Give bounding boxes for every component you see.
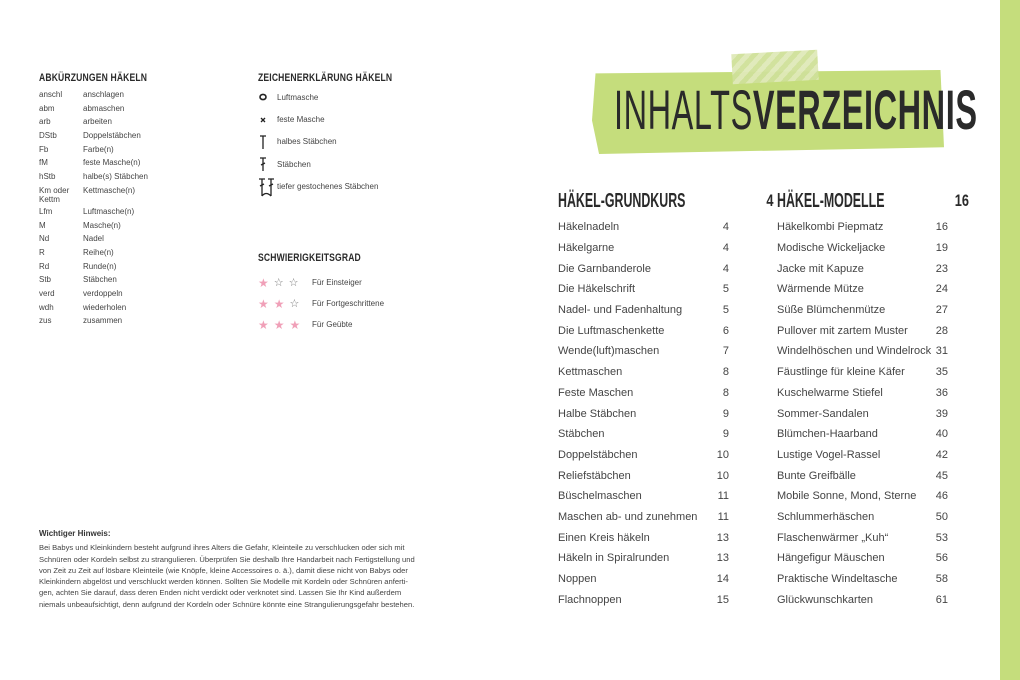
toc-entry-title: Feste Maschen xyxy=(558,386,634,399)
toc-entry-title: Häkelnadeln xyxy=(558,221,620,234)
abbreviation-row xyxy=(39,303,229,317)
difficulty-row xyxy=(258,293,498,314)
toc-entry[interactable] xyxy=(558,403,729,424)
symbol-label: Luftmasche xyxy=(277,92,319,102)
abbreviation-meaning: wiederholen xyxy=(83,302,127,312)
toc-entry-page: 56 xyxy=(935,552,948,565)
toc-entry-title: Praktische Windeltasche xyxy=(777,573,898,586)
toc-entry[interactable] xyxy=(777,548,948,569)
toc-entry-title: Flachnoppen xyxy=(558,593,622,606)
symbols-section xyxy=(258,72,498,198)
toc-entry-page: 15 xyxy=(716,593,729,606)
toc-entry-page: 7 xyxy=(722,345,729,358)
symbol-label: tiefer gestochenes Stäbchen xyxy=(277,182,379,192)
toc-entry-title: Blümchen-Haarband xyxy=(777,428,878,441)
symbol-label: halbes Stäbchen xyxy=(277,137,337,147)
safety-note xyxy=(39,528,459,610)
toc-entry-page: 27 xyxy=(935,304,948,317)
toc-entry-title: Flaschenwärmer „Kuh“ xyxy=(777,531,889,544)
toc-entry-page: 9 xyxy=(722,407,729,420)
toc-entry[interactable] xyxy=(777,465,948,486)
abbreviation-key: wdh xyxy=(39,302,54,312)
toc-entry-page: 31 xyxy=(935,345,948,358)
toc-entry-page: 10 xyxy=(716,448,729,461)
toc-entry-page: 42 xyxy=(935,448,948,461)
toc-entry-title: Häkeln in Spiralrunden xyxy=(558,552,670,565)
toc-entry[interactable] xyxy=(777,445,948,466)
toc-entry[interactable] xyxy=(777,527,948,548)
toc-entry-page: 23 xyxy=(935,262,948,275)
star-empty-icon: ☆ xyxy=(289,297,300,310)
star-filled-icon: ★ xyxy=(258,296,269,311)
abbreviation-key: fM xyxy=(39,158,48,168)
abbreviation-meaning: halbe(s) Stäbchen xyxy=(83,172,148,182)
toc-entry[interactable] xyxy=(777,258,948,279)
difficulty-list xyxy=(258,272,498,335)
toc-entry-title: Pullover mit zartem Muster xyxy=(777,324,908,337)
toc-entry-title: Fäustlinge für kleine Käfer xyxy=(777,366,905,379)
abbreviation-meaning: Runde(n) xyxy=(83,261,117,271)
toc-entry-title: Häkelgarne xyxy=(558,242,615,255)
symbol-row-chain xyxy=(258,86,498,108)
toc-entry-title: Modische Wickeljacke xyxy=(777,242,886,255)
toc-entry-title: Die Häkelschrift xyxy=(558,283,636,296)
toc-entry-title: Häkelkombi Piepmatz xyxy=(777,221,884,234)
toc-entry-title: Reliefstäbchen xyxy=(558,469,631,482)
toc-entry[interactable] xyxy=(777,341,948,362)
difficulty-label: Für Fortgeschrittene xyxy=(312,299,385,308)
star-filled-icon: ★ xyxy=(273,317,285,332)
spike-double-crochet-icon xyxy=(258,177,277,197)
abbreviation-key: abm xyxy=(39,103,55,113)
toc-entry[interactable] xyxy=(777,383,948,404)
toc-entry[interactable] xyxy=(777,403,948,424)
toc-entry-title: Nadel- und Fadenhaltung xyxy=(558,304,683,317)
symbols-title: ZEICHENERKLÄRUNG HÄKELN xyxy=(258,72,393,84)
toc-entry[interactable] xyxy=(777,320,948,341)
abbreviation-meaning: Reihe(n) xyxy=(83,247,114,257)
toc-entry[interactable] xyxy=(558,445,729,466)
toc-entry[interactable] xyxy=(777,589,948,610)
toc-entry-page: 46 xyxy=(935,490,948,503)
toc-entry-page: 10 xyxy=(716,469,729,482)
side-color-stripe xyxy=(1000,0,1020,680)
toc-entry-title: Einen Kreis häkeln xyxy=(558,531,650,544)
toc-entry-page: 40 xyxy=(935,428,948,441)
symbol-row-single-crochet xyxy=(258,108,498,130)
difficulty-row xyxy=(258,314,498,335)
toc-entry-title: Windelhöschen und Windelrock xyxy=(777,345,932,358)
abbreviation-row xyxy=(39,131,229,145)
toc-entry-page: 5 xyxy=(722,304,729,317)
toc-entry[interactable] xyxy=(777,300,948,321)
toc-entry-page: 35 xyxy=(935,366,948,379)
abbreviation-key: Fb xyxy=(39,144,49,154)
toc-entry[interactable] xyxy=(558,300,729,321)
toc-entry[interactable] xyxy=(777,238,948,259)
toc-entry[interactable] xyxy=(777,569,948,590)
toc-entry[interactable] xyxy=(558,320,729,341)
toc-entry-page: 9 xyxy=(722,428,729,441)
symbol-label: Stäbchen xyxy=(277,159,311,169)
difficulty-stars xyxy=(258,319,312,331)
toc-entry-title: Hängefigur Mäuschen xyxy=(777,552,885,565)
note-title: Wichtiger Hinweis: xyxy=(39,529,111,538)
difficulty-section xyxy=(258,252,498,335)
toc-entry-page: 24 xyxy=(935,283,948,296)
abbreviation-row xyxy=(39,275,229,289)
difficulty-row xyxy=(258,272,498,293)
toc-entry[interactable] xyxy=(558,341,729,362)
contents-banner xyxy=(592,66,978,154)
toc-entry-title: Sommer-Sandalen xyxy=(777,407,869,420)
abbreviation-key: M xyxy=(39,220,46,230)
toc-entry-page: 45 xyxy=(935,469,948,482)
toc-entry-page: 13 xyxy=(716,531,729,544)
abbreviation-meaning: anschlagen xyxy=(83,90,124,99)
abbreviations-title: ABKÜRZUNGEN HÄKELN xyxy=(39,72,148,84)
toc-entry-page: 61 xyxy=(935,593,948,606)
toc-entry-page: 14 xyxy=(716,573,729,586)
toc-entry-page: 8 xyxy=(722,366,729,379)
abbreviation-row xyxy=(39,117,229,131)
abbreviation-row xyxy=(39,145,229,159)
toc-entry[interactable] xyxy=(777,424,948,445)
symbol-row-half-double xyxy=(258,131,498,153)
symbol-row-spike-double xyxy=(258,176,498,198)
abbreviation-key: DStb xyxy=(39,131,57,141)
abbreviation-meaning: Luftmasche(n) xyxy=(83,206,135,216)
abbreviation-row xyxy=(39,158,229,172)
note-line: gen, achten Sie darauf, dass deren Enden nicht verdickt oder verknotet sind. Lassen Sie Ihr Kind außerdem xyxy=(39,588,402,598)
abbreviation-key: zus xyxy=(39,316,52,326)
toc-heading[interactable] xyxy=(558,189,774,212)
toc-entry-title: Doppelstäbchen xyxy=(558,448,638,461)
toc-entry[interactable] xyxy=(558,258,729,279)
toc-entry-title: Die Luftmaschenkette xyxy=(558,324,665,337)
toc-list xyxy=(777,217,948,610)
toc-entry-page: 28 xyxy=(935,324,948,337)
abbreviation-meaning: feste Masche(n) xyxy=(83,158,141,168)
toc-heading-title: HÄKEL-GRUNDKURS xyxy=(558,189,686,212)
abbreviation-row xyxy=(39,207,229,221)
toc-entry[interactable] xyxy=(777,362,948,383)
toc-entry[interactable] xyxy=(558,486,729,507)
star-empty-icon: ☆ xyxy=(288,276,299,289)
abbreviation-meaning: Nadel xyxy=(83,234,104,244)
toc-entry-page: 11 xyxy=(717,490,729,503)
toc-entry-title: Wärmende Mütze xyxy=(777,283,864,296)
toc-heading-page: 4 xyxy=(765,191,774,210)
toc-models xyxy=(777,189,970,610)
abbreviation-meaning: Kettmasche(n) xyxy=(83,185,136,195)
star-filled-icon: ★ xyxy=(258,275,269,290)
toc-entry[interactable] xyxy=(777,279,948,300)
toc-entry[interactable] xyxy=(558,527,729,548)
toc-entry[interactable] xyxy=(558,589,729,610)
abbreviation-meaning: arbeiten xyxy=(83,117,112,127)
toc-entry-title: Schlummerhäschen xyxy=(777,510,875,523)
toc-entry-page: 11 xyxy=(717,510,729,523)
toc-entry-title: Mobile Sonne, Mond, Sterne xyxy=(777,490,917,503)
toc-entry-title: Halbe Stäbchen xyxy=(558,407,637,420)
star-filled-icon: ★ xyxy=(273,296,285,311)
note-line: von Zeit zu Zeit auf lösbare Kleinteile (wie Knöpfe, kleine Accessoires o. ä.), damit diese nicht von Babys oder xyxy=(39,565,408,575)
toc-entry-page: 4 xyxy=(722,242,729,255)
abbreviation-row xyxy=(39,221,229,235)
toc-entry[interactable] xyxy=(558,362,729,383)
abbreviation-row xyxy=(39,186,229,207)
toc-entry[interactable] xyxy=(558,507,729,528)
abbreviation-meaning: Stäbchen xyxy=(83,275,117,285)
symbol-label: feste Masche xyxy=(277,115,325,125)
toc-entry-page: 39 xyxy=(935,407,948,420)
toc-entry-page: 13 xyxy=(716,552,729,565)
abbreviation-row xyxy=(39,172,229,186)
toc-entry[interactable] xyxy=(558,424,729,445)
toc-entry-page: 19 xyxy=(935,242,948,255)
toc-entry-title: Stäbchen xyxy=(558,428,605,441)
abbreviation-key: Rd xyxy=(39,261,50,271)
banner-title-thin: INHALTS xyxy=(614,78,753,141)
toc-basics xyxy=(558,189,774,610)
note-line: Kleinkindern abgelöst und verschluckt werden können. Sollten Sie Modelle mit Kordeln oder Schnüren anferti- xyxy=(39,577,408,587)
toc-entry-page: 5 xyxy=(722,283,729,296)
toc-entry-title: Noppen xyxy=(558,573,597,586)
abbreviation-meaning: Doppelstäbchen xyxy=(83,131,141,141)
toc-entry[interactable] xyxy=(558,548,729,569)
toc-heading-page: 16 xyxy=(955,191,970,210)
toc-heading[interactable] xyxy=(777,189,970,212)
note-line: Schnüren oder Kordeln selbst zu strangulieren. Überprüfen Sie deshalb Ihre Handarbeit nach Fertigstellung und xyxy=(39,554,415,564)
toc-entry[interactable] xyxy=(558,465,729,486)
chain-stitch-icon xyxy=(258,92,277,102)
abbreviation-meaning: verdoppeln xyxy=(83,288,123,298)
toc-entry-page: 4 xyxy=(722,221,729,234)
star-filled-icon: ★ xyxy=(289,317,301,332)
toc-entry-title: Die Garnbanderole xyxy=(558,262,651,275)
abbreviation-key: arb xyxy=(39,117,51,127)
difficulty-label: Für Geübte xyxy=(312,320,353,329)
double-crochet-icon xyxy=(258,156,277,172)
abbreviation-row xyxy=(39,289,229,303)
toc-entry-page: 16 xyxy=(935,221,948,234)
abbreviation-row xyxy=(39,262,229,276)
toc-entry[interactable] xyxy=(558,569,729,590)
banner-title xyxy=(614,80,978,140)
abbreviation-key: hStb xyxy=(39,172,56,182)
single-crochet-icon xyxy=(258,115,277,125)
abbreviations-section xyxy=(39,72,229,330)
abbreviation-row xyxy=(39,90,229,104)
toc-entry-title: Wende(luft)maschen xyxy=(558,345,660,358)
note-line: niemals unbeaufsichtigt, denn aufgrund der Kordeln oder Schnüre könnte eine Strangulierungsgefahr bestehen. xyxy=(39,599,415,609)
abbreviation-meaning: Masche(n) xyxy=(83,220,121,230)
toc-entry[interactable] xyxy=(558,383,729,404)
difficulty-title: SCHWIERIGKEITSGRAD xyxy=(258,252,361,264)
toc-entry[interactable] xyxy=(558,217,729,238)
toc-entry-page: 58 xyxy=(935,573,948,586)
toc-entry-title: Maschen ab- und zunehmen xyxy=(558,510,698,523)
abbreviations-list xyxy=(39,90,229,330)
difficulty-label: Für Einsteiger xyxy=(312,278,362,287)
symbol-row-double xyxy=(258,153,498,175)
toc-entry[interactable] xyxy=(777,507,948,528)
toc-entry-page: 36 xyxy=(935,386,948,399)
toc-entry-title: Süße Blümchenmütze xyxy=(777,304,886,317)
toc-list xyxy=(558,217,729,610)
toc-entry-page: 8 xyxy=(722,386,729,399)
toc-entry-title: Jacke mit Kapuze xyxy=(777,262,864,275)
toc-entry-page: 50 xyxy=(935,510,948,523)
abbreviation-row xyxy=(39,316,229,330)
toc-entry-title: Kettmaschen xyxy=(558,366,623,379)
half-double-crochet-icon xyxy=(258,134,277,150)
toc-entry-title: Lustige Vogel-Rassel xyxy=(777,448,881,461)
toc-entry-title: Kuschelwarme Stiefel xyxy=(777,386,883,399)
difficulty-stars xyxy=(258,298,312,310)
abbreviation-meaning: Farbe(n) xyxy=(83,144,114,154)
toc-entry[interactable] xyxy=(558,238,729,259)
toc-entry-title: Glückwunschkarten xyxy=(777,593,873,606)
abbreviation-key: verd xyxy=(39,288,55,298)
abbreviation-row xyxy=(39,248,229,262)
abbreviation-row xyxy=(39,104,229,118)
abbreviation-key: Stb xyxy=(39,275,52,285)
star-empty-icon: ☆ xyxy=(273,276,284,289)
toc-entry[interactable] xyxy=(558,279,729,300)
toc-entry[interactable] xyxy=(777,486,948,507)
toc-entry-title: Bunte Greifbälle xyxy=(777,469,856,482)
banner-title-bold: VERZEICHNIS xyxy=(752,78,978,141)
abbreviation-row xyxy=(39,234,229,248)
abbreviation-meaning: abmaschen xyxy=(83,103,125,113)
abbreviation-key: Nd xyxy=(39,234,50,244)
difficulty-stars xyxy=(258,277,312,289)
note-line: Bei Babys und Kleinkindern besteht aufgrund ihres Alters die Gefahr, Kleinteile zu verschlucken oder sich mit xyxy=(39,543,405,553)
toc-entry-page: 53 xyxy=(935,531,948,544)
star-filled-icon: ★ xyxy=(258,317,269,332)
abbreviation-key: anschl xyxy=(39,90,63,99)
abbreviation-key: Lfm xyxy=(39,206,53,216)
toc-entry-page: 4 xyxy=(722,262,729,275)
abbreviation-key: R xyxy=(39,247,45,257)
toc-entry[interactable] xyxy=(777,217,948,238)
abbreviation-meaning: zusammen xyxy=(83,316,123,326)
toc-entry-page: 6 xyxy=(722,324,729,337)
abbreviation-key: Km oder Kettm xyxy=(39,185,70,204)
toc-heading-title: HÄKEL-MODELLE xyxy=(777,189,885,212)
toc-entry-title: Büschelmaschen xyxy=(558,490,642,503)
